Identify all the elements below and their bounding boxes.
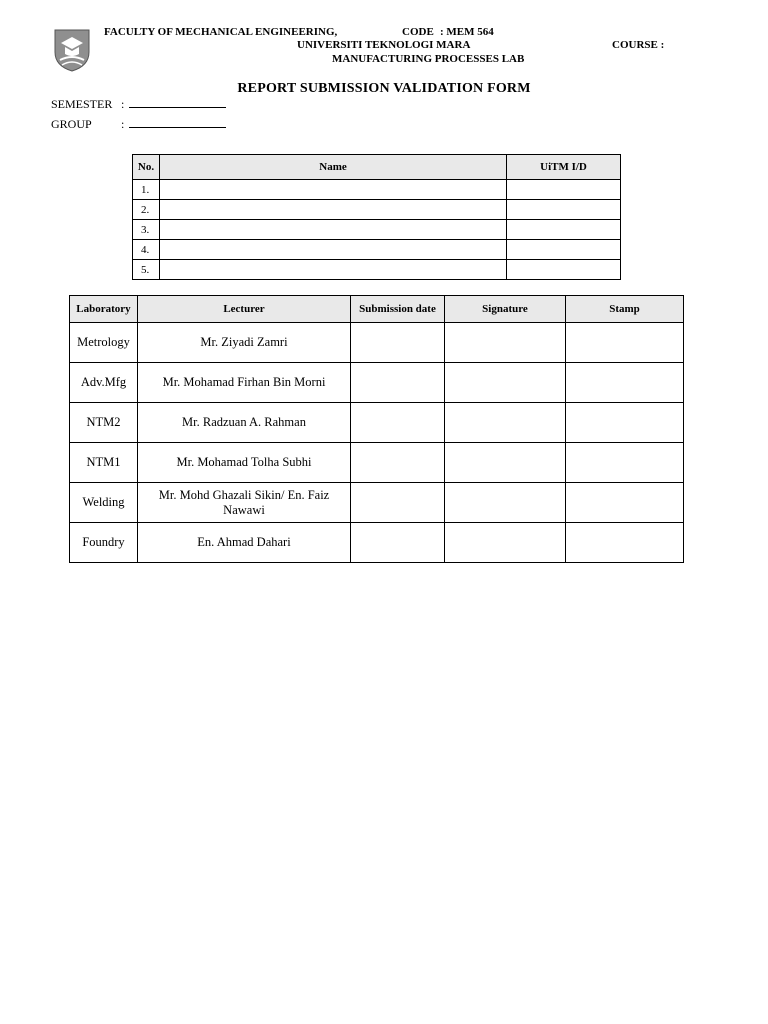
member-row: [133, 180, 621, 200]
lab-row: [70, 443, 684, 483]
semester-field: [51, 97, 226, 112]
member-number: 4.: [133, 240, 160, 260]
form-title: REPORT SUBMISSION VALIDATION FORM: [237, 81, 531, 96]
submission-date-cell[interactable]: [351, 403, 445, 443]
signature-cell[interactable]: [445, 523, 566, 563]
no-header: No.: [133, 155, 160, 180]
signature-cell[interactable]: [445, 323, 566, 363]
group-label: GROUP: [51, 117, 92, 131]
member-id-cell[interactable]: [507, 260, 621, 280]
member-name-cell[interactable]: [160, 240, 507, 260]
lecturer-cell: Mr. Mohamad Tolha Subhi: [138, 443, 351, 483]
semester-label: SEMESTER: [51, 97, 113, 111]
member-id-cell[interactable]: [507, 220, 621, 240]
lecturer-cell: Mr. Ziyadi Zamri: [138, 323, 351, 363]
group-field: [51, 117, 226, 132]
member-row: [133, 200, 621, 220]
lecturer-cell: Mr. Mohamad Firhan Bin Morni: [138, 363, 351, 403]
members-table: [132, 154, 621, 280]
submission-date-cell[interactable]: [351, 483, 445, 523]
group-input-line[interactable]: [129, 126, 226, 128]
submission-date-cell[interactable]: [351, 363, 445, 403]
signature-cell[interactable]: [445, 363, 566, 403]
labs-header-row: [70, 296, 684, 323]
group-colon: :: [121, 117, 125, 131]
stamp-cell[interactable]: [566, 323, 684, 363]
lab-row: [70, 323, 684, 363]
member-name-cell[interactable]: [160, 180, 507, 200]
university-logo: [52, 26, 92, 72]
member-name-cell[interactable]: [160, 200, 507, 220]
stamp-cell[interactable]: [566, 523, 684, 563]
lab-name: MANUFACTURING PROCESSES LAB: [332, 53, 525, 65]
stamp-cell[interactable]: [566, 483, 684, 523]
submission-date-cell[interactable]: [351, 323, 445, 363]
member-id-cell[interactable]: [507, 180, 621, 200]
uitm-id-header: UiTM I/D: [507, 155, 621, 180]
course-label: COURSE :: [612, 39, 665, 51]
stamp-cell[interactable]: [566, 363, 684, 403]
member-number: 2.: [133, 200, 160, 220]
university-name: UNIVERSITI TEKNOLOGI MARA: [297, 39, 471, 51]
laboratory-cell: Adv.Mfg: [70, 363, 138, 403]
lab-row: [70, 363, 684, 403]
laboratory-cell: Metrology: [70, 323, 138, 363]
member-row: [133, 260, 621, 280]
member-number: 1.: [133, 180, 160, 200]
semester-colon: :: [121, 97, 125, 111]
lab-row: [70, 523, 684, 563]
signature-cell[interactable]: [445, 403, 566, 443]
lecturer-cell: Mr. Radzuan A. Rahman: [138, 403, 351, 443]
lab-row: [70, 403, 684, 443]
signature-cell[interactable]: [445, 483, 566, 523]
member-name-cell[interactable]: [160, 220, 507, 240]
laboratory-cell: NTM1: [70, 443, 138, 483]
lab-submission-table: [69, 295, 684, 563]
laboratory-header: Laboratory: [70, 296, 138, 323]
submission-date-cell[interactable]: [351, 443, 445, 483]
semester-input-line[interactable]: [129, 106, 226, 108]
stamp-header: Stamp: [566, 296, 684, 323]
lecturer-header: Lecturer: [138, 296, 351, 323]
signature-header: Signature: [445, 296, 566, 323]
member-row: [133, 240, 621, 260]
laboratory-cell: NTM2: [70, 403, 138, 443]
member-number: 5.: [133, 260, 160, 280]
laboratory-cell: Foundry: [70, 523, 138, 563]
code-value: : MEM 564: [440, 26, 494, 38]
lecturer-cell: En. Ahmad Dahari: [138, 523, 351, 563]
member-id-cell[interactable]: [507, 200, 621, 220]
member-number: 3.: [133, 220, 160, 240]
faculty-name: FACULTY OF MECHANICAL ENGINEERING,: [104, 26, 338, 38]
lab-row: [70, 483, 684, 523]
stamp-cell[interactable]: [566, 443, 684, 483]
member-id-cell[interactable]: [507, 240, 621, 260]
laboratory-cell: Welding: [70, 483, 138, 523]
submission-date-header: Submission date: [351, 296, 445, 323]
member-name-cell[interactable]: [160, 260, 507, 280]
member-row: [133, 220, 621, 240]
submission-date-cell[interactable]: [351, 523, 445, 563]
members-header-row: [133, 155, 621, 180]
signature-cell[interactable]: [445, 443, 566, 483]
code-label: CODE: [402, 26, 434, 38]
lecturer-cell: Mr. Mohd Ghazali Sikin/ En. Faiz Nawawi: [138, 483, 351, 523]
stamp-cell[interactable]: [566, 403, 684, 443]
name-header: Name: [160, 155, 507, 180]
